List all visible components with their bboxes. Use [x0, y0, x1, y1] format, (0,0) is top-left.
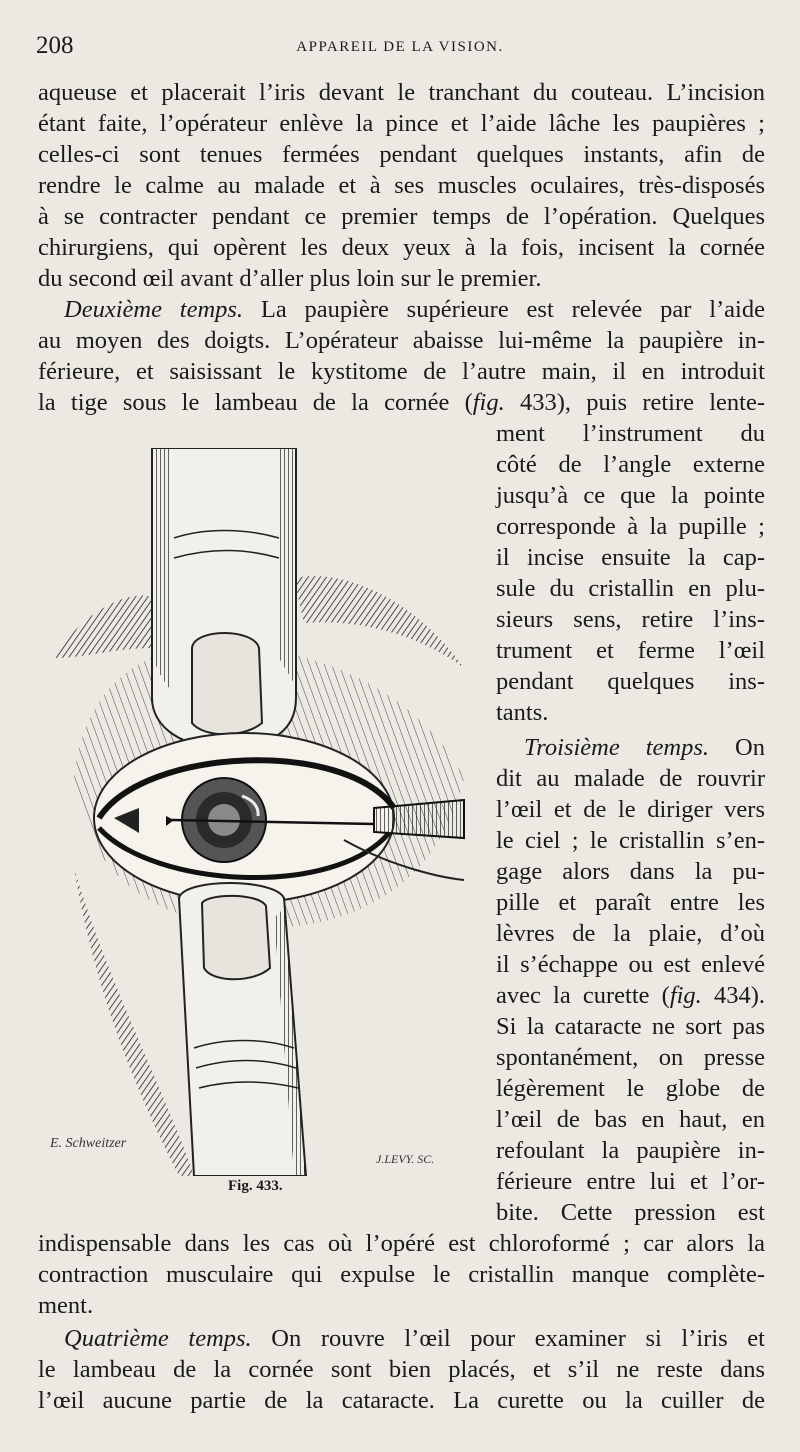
paragraph-start: Quatrième temps. On rouvre l’œil pour examiner si l’iris et	[64, 1325, 765, 1352]
text-line: il incise ensuite la cap-	[496, 544, 765, 571]
text-line: pendant quelques ins-	[496, 668, 765, 695]
figure-eye-engraving	[44, 448, 470, 1176]
section-lead: Deuxième temps.	[64, 296, 244, 323]
text-line: sule du cristallin en plu-	[496, 575, 765, 602]
text-line: refoulant la paupière in-	[496, 1137, 765, 1164]
figure-reference: fig.	[669, 982, 702, 1009]
text-line: du second œil avant d’aller plus loin sur le premier.	[38, 265, 542, 292]
eyebrow-left	[54, 596, 154, 659]
text-line: le ciel ; le cristallin s’en-	[496, 827, 765, 854]
text-line: l’œil aucune partie de la cataracte. La curette ou la cuiller de	[38, 1387, 765, 1414]
text-line: contraction musculaire qui expulse le cristallin manque complète-	[38, 1261, 765, 1288]
upper-fingernail	[192, 633, 262, 734]
engraver-signature-right: J.LEVY. SC.	[376, 1152, 435, 1166]
paragraph-start: Deuxième temps. La paupière supérieure est relevée par l’aide	[64, 296, 765, 323]
text-line: l’œil et de le diriger vers	[496, 796, 765, 823]
page-number: 208	[36, 32, 74, 59]
paragraph-start: Troisième temps. On	[524, 734, 765, 761]
text-line: aqueuse et placerait l’iris devant le tranchant du couteau. L’incision	[38, 79, 765, 106]
text-line: férieure entre lui et l’or-	[496, 1168, 765, 1195]
text-line: spontanément, on presse	[496, 1044, 765, 1071]
section-lead: Quatrième temps.	[64, 1325, 252, 1352]
text-line: l’œil de bas en haut, en	[496, 1106, 765, 1133]
running-title: APPAREIL DE LA VISION.	[296, 39, 504, 55]
text-line: lèvres de la plaie, d’où	[496, 920, 765, 947]
text-line: ment l’instrument du	[496, 420, 765, 447]
text-line: indispensable dans les cas où l’opéré est chloroformé ; car alors la	[38, 1230, 765, 1257]
text-line: au moyen des doigts. L’opérateur abaisse lui-même la paupière in-	[38, 327, 765, 354]
text-line: Si la cataracte ne sort pas	[496, 1013, 765, 1040]
text-line: côté de l’angle externe	[496, 451, 765, 478]
page-header	[36, 32, 764, 62]
text-line: étant faite, l’opérateur enlève la pince et l’aide lâche les paupières ;	[38, 110, 765, 137]
text-line: jusqu’à ce que la pointe	[496, 482, 765, 509]
text-line: tants.	[496, 699, 549, 726]
text-line: bite. Cette pression est	[496, 1199, 765, 1226]
figure-reference: fig.	[472, 389, 505, 416]
text-line: la tige sous le lambeau de la cornée (fig. 433), puis retire lente-	[38, 389, 765, 416]
text-line: pille et paraît entre les	[496, 889, 765, 916]
eyebrow	[294, 576, 464, 668]
text-line: corresponde à la pupille ;	[496, 513, 765, 540]
text-line: le lambeau de la cornée sont bien placés, et s’il ne reste dans	[38, 1356, 765, 1383]
figure-caption: Fig. 433.	[228, 1178, 283, 1194]
text-line: à se contracter pendant ce premier temps de l’opération. Quelques	[38, 203, 765, 230]
text-line: sieurs sens, retire l’ins-	[496, 606, 765, 633]
text-line: celles-ci sont tenues fermées pendant quelques instants, afin de	[38, 141, 765, 168]
text-line: avec la curette (fig. 434).	[496, 982, 765, 1009]
engraver-signature-left: E. Schweitzer	[50, 1136, 127, 1151]
text-line: légèrement le globe de	[496, 1075, 765, 1102]
section-lead: Troisième temps.	[524, 734, 710, 761]
text-line: chirurgiens, qui opèrent les deux yeux à la fois, incisent la cornée	[38, 234, 765, 261]
text-line: dit au malade de rouvrir	[496, 765, 765, 792]
lower-fingernail	[202, 896, 270, 979]
text-line: trument et ferme l’œil	[496, 637, 765, 664]
text-line: ment.	[38, 1292, 94, 1319]
text-line: férieure, et saisissant le kystitome de l’autre main, il en introduit	[38, 358, 765, 385]
text-line: il s’échappe ou est enlevé	[496, 951, 765, 978]
text-line: gage alors dans la pu-	[496, 858, 765, 885]
text-line: rendre le calme au malade et à ses muscles oculaires, très-disposés	[38, 172, 765, 199]
